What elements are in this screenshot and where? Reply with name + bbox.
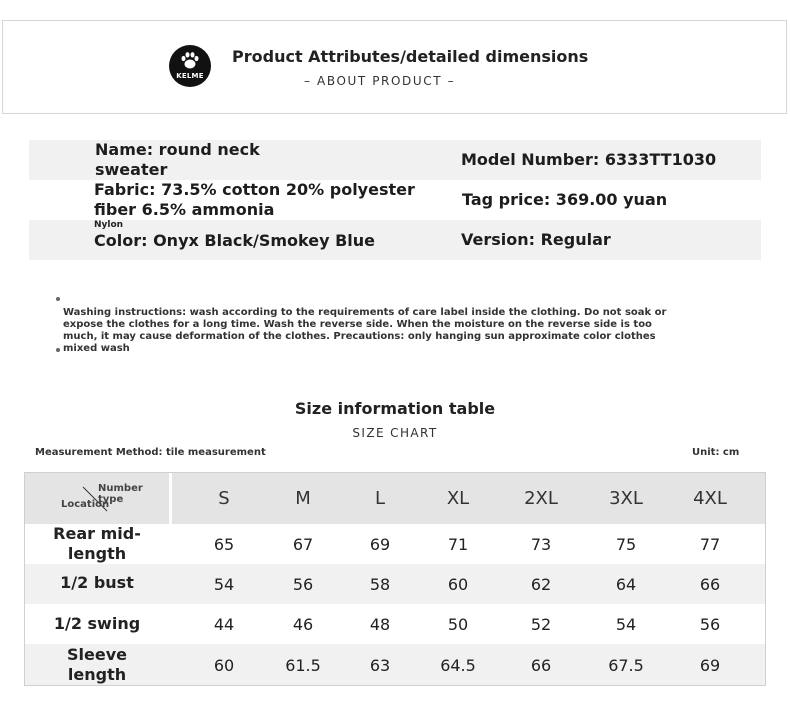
size-header-s: S	[218, 488, 230, 509]
table-cell: 66	[699, 574, 721, 594]
attr-fabric-line2: fiber 6.5% ammonia	[94, 200, 275, 219]
table-cell: 62	[530, 574, 552, 594]
size-header-l: L	[374, 488, 386, 509]
table-cell: 64	[615, 574, 637, 594]
table-row	[25, 644, 765, 686]
table-cell: 46	[292, 614, 314, 634]
header-box	[2, 20, 787, 114]
table-header-row	[25, 473, 765, 524]
table-cell: 48	[369, 614, 391, 634]
attr-tag-price: Tag price: 369.00 yuan	[462, 190, 668, 209]
corner-header-cell	[25, 473, 169, 524]
table-cell: 54	[213, 574, 235, 594]
size-header-2xl: 2XL	[524, 488, 558, 509]
attr-model: Model Number: 6333TT1030	[461, 150, 717, 169]
size-chart-subtitle: SIZE CHART	[352, 426, 438, 440]
table-cell: 69	[369, 534, 391, 554]
table-cell: 61.5	[285, 655, 321, 675]
table-cell: 56	[699, 614, 721, 634]
attr-name-line2: sweater	[95, 160, 168, 179]
table-cell: 69	[699, 655, 721, 675]
table-cell: 77	[699, 534, 721, 554]
size-header-3xl: 3XL	[609, 488, 643, 509]
table-cell: 58	[369, 574, 391, 594]
table-cell: 66	[530, 655, 552, 675]
table-cell: 60	[447, 574, 469, 594]
table-cell: 60	[213, 655, 235, 675]
table-cell: 71	[447, 534, 469, 554]
unit-label: Unit: cm	[692, 447, 740, 458]
size-header-m: M	[295, 488, 311, 509]
size-table	[24, 472, 766, 686]
size-header-4xl: 4XL	[693, 488, 727, 509]
attribute-row-fabric	[29, 180, 761, 220]
bullet-dot	[56, 297, 60, 301]
table-cell: 67.5	[608, 655, 644, 675]
attr-nylon: Nylon	[94, 220, 124, 230]
paw-icon	[180, 51, 200, 71]
table-cell: 75	[615, 534, 637, 554]
row-label: 1/2 swing	[53, 614, 141, 633]
table-cell: 50	[447, 614, 469, 634]
size-chart-title: Size information table	[294, 399, 496, 418]
row-label: Sleeve length	[67, 645, 127, 684]
attr-fabric-line1: Fabric: 73.5% cotton 20% polyester	[94, 180, 415, 199]
header-divider	[169, 473, 172, 524]
brand-name: KELME	[176, 72, 204, 80]
attr-name-line1: Name: round neck	[95, 140, 260, 159]
table-cell: 52	[530, 614, 552, 634]
attr-version: Version: Regular	[461, 230, 611, 249]
row-label: 1/2 bust	[60, 573, 134, 592]
table-cell: 64.5	[440, 655, 476, 675]
table-row	[25, 524, 765, 564]
table-cell: 67	[292, 534, 314, 554]
table-cell: 73	[530, 534, 552, 554]
table-cell: 54	[615, 614, 637, 634]
table-cell: 65	[213, 534, 235, 554]
attribute-row-name	[29, 140, 761, 180]
table-row	[25, 604, 765, 644]
page-subtitle: – ABOUT PRODUCT –	[304, 74, 456, 88]
attribute-row-color	[29, 220, 761, 260]
washing-instructions: Washing instructions: wash according to the requirements of care label inside the clothing. Do not soak or expose the clothes for a long time. Wash the reverse side. When the moisture on the reverse side is too much, it may cause deformation of the clothes. Precautions: only hanging sun approximate color clothes mixed wash	[63, 307, 667, 354]
measurement-method: Measurement Method: tile measurement	[35, 447, 266, 458]
table-cell: 44	[213, 614, 235, 634]
bullet-dot	[56, 348, 60, 352]
corner-label-number-type: Number type	[98, 483, 143, 505]
corner-label-location: Location	[61, 499, 110, 510]
table-row	[25, 564, 765, 604]
table-cell: 63	[369, 655, 391, 675]
page-title: Product Attributes/detailed dimensions	[232, 47, 589, 66]
kelme-logo	[169, 45, 211, 87]
table-cell: 56	[292, 574, 314, 594]
attr-color: Color: Onyx Black/Smokey Blue	[94, 231, 375, 250]
row-label: Rear mid-length	[53, 524, 141, 563]
size-header-xl: XL	[446, 488, 470, 509]
